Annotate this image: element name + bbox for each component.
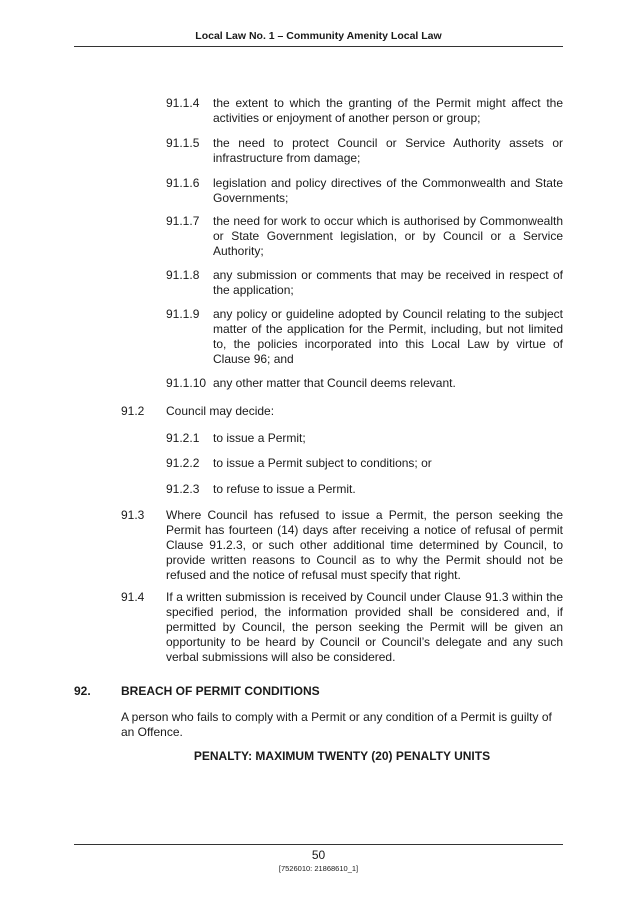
clause-number: 91.1.7 xyxy=(166,214,200,228)
section-body: A person who fails to comply with a Permit or any condition of a Permit is guilty of an Offence. xyxy=(121,710,552,739)
clause-number: 91.1.9 xyxy=(166,307,200,321)
clause-text: any submission or comments that may be received in respect of the application; xyxy=(213,268,563,297)
penalty-statement: PENALTY: MAXIMUM TWENTY (20) PENALTY UNITS xyxy=(193,749,491,763)
section-title: BREACH OF PERMIT CONDITIONS xyxy=(121,684,320,698)
clause-number: 91.1.5 xyxy=(166,136,200,150)
clause-text: any policy or guideline adopted by Council relating to the subject matter of the application for the Permit, including, but not limited to, the policies incorporated into this Local Law by virtue of Clause 96; and xyxy=(213,307,563,366)
page-header-title: Local Law No. 1 – Community Amenity Local Law xyxy=(195,30,442,42)
clause-text: to issue a Permit subject to conditions; or xyxy=(213,456,432,470)
clause-number: 91.3 xyxy=(121,508,145,522)
clause-number: 91.4 xyxy=(121,590,145,604)
clause-text: Council may decide: xyxy=(166,404,275,418)
clause-number: 91.1.10 xyxy=(166,376,207,390)
clause-text: If a written submission is received by Council under Clause 91.3 within the specified period, the information provided shall be considered and, if permitted by Council, the person seeking the Permit will be given an opportunity to be heard by Council or Council’s delegate and any such verbal submissions will also be considered. xyxy=(166,590,563,664)
clause-number: 91.2.1 xyxy=(166,431,200,445)
clause-number: 91.2 xyxy=(121,404,145,418)
footer-rule xyxy=(74,844,563,845)
clause-number: 91.1.4 xyxy=(166,96,200,110)
clause-number: 91.2.2 xyxy=(166,456,200,470)
section-number: 92. xyxy=(74,684,91,698)
clause-number: 91.1.8 xyxy=(166,268,200,282)
document-reference: [7526010: 21868610_1] xyxy=(278,864,359,873)
clause-text: to issue a Permit; xyxy=(213,431,306,445)
clause-text: legislation and policy directives of the Commonwealth and State Governments; xyxy=(213,176,563,205)
clause-number: 91.1.6 xyxy=(166,176,200,190)
clause-text: the extent to which the granting of the Permit might affect the activities or enjoyment of another person or group; xyxy=(213,96,563,125)
clause-text: any other matter that Council deems relevant. xyxy=(213,376,456,390)
page-number: 50 xyxy=(311,848,326,862)
clause-number: 91.2.3 xyxy=(166,482,200,496)
clause-text: the need to protect Council or Service Authority assets or infrastructure from damage; xyxy=(213,136,563,165)
clause-text: Where Council has refused to issue a Permit, the person seeking the Permit has fourteen (14) days after receiving a notice of refusal of permit Clause 91.2.3, or such other additional time determined by Council, to provide written reasons to Council as to why the Permit should not be refused and the notice of refusal must specify that right. xyxy=(166,508,563,582)
header-rule xyxy=(74,46,563,47)
clause-text: to refuse to issue a Permit. xyxy=(213,482,356,496)
clause-text: the need for work to occur which is authorised by Commonwealth or State Government legislation, or by Council or a Service Authority; xyxy=(213,214,563,258)
